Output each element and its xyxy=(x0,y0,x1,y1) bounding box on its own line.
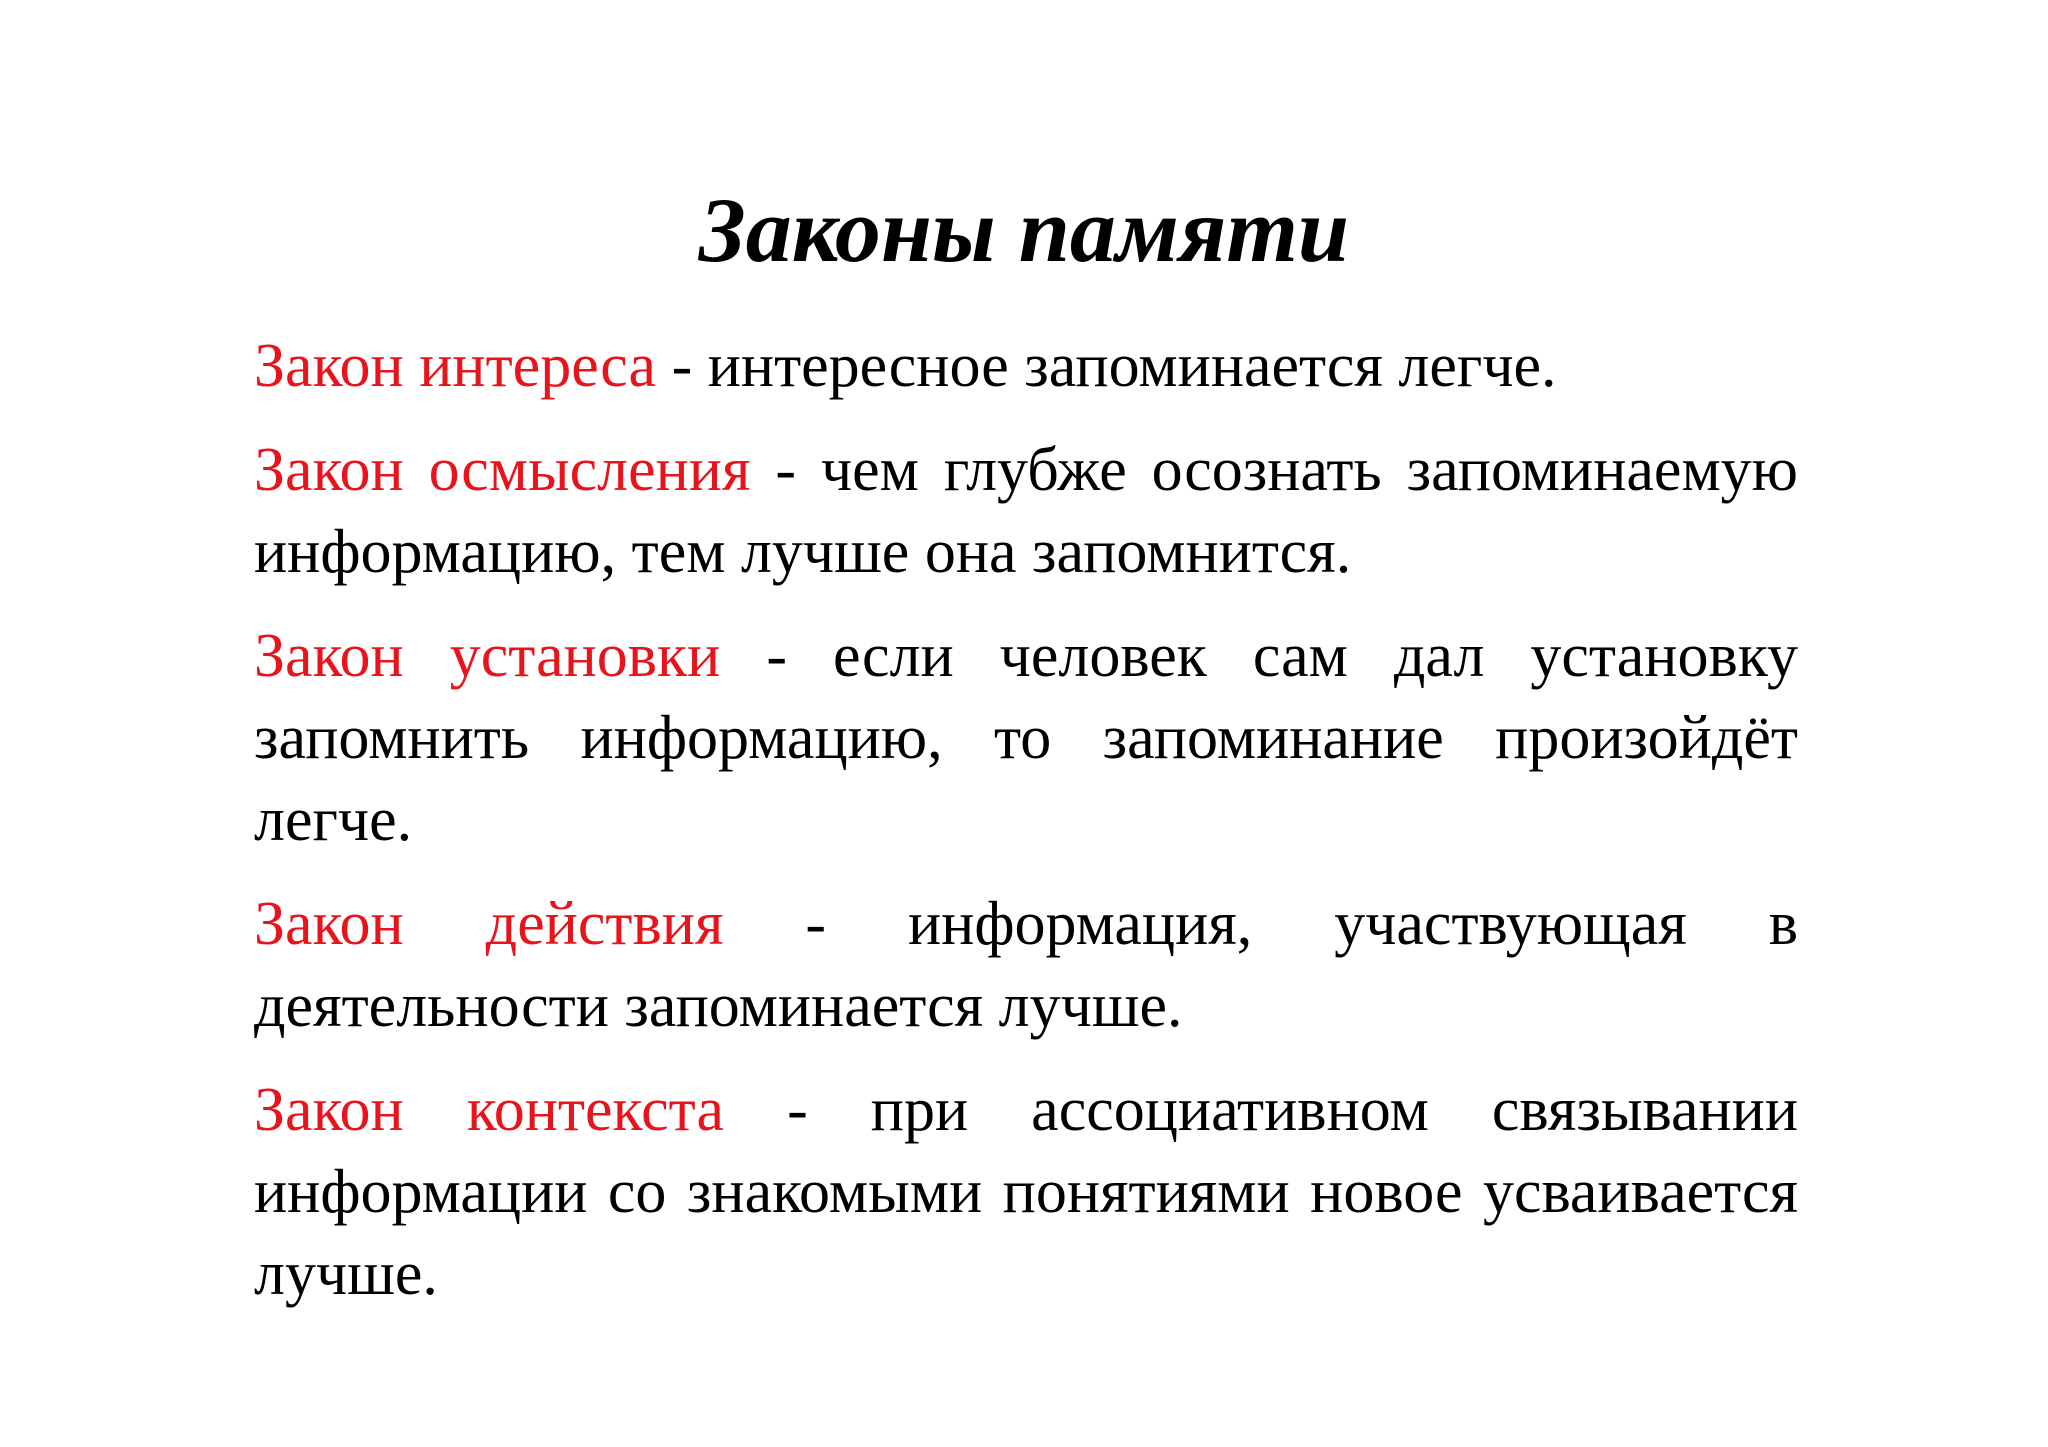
law-item-setting xyxy=(254,615,1798,861)
law-item-action xyxy=(254,883,1798,1047)
law-description: - если человек сам дал установку запомнить информацию, то запоминание произойдёт легче. xyxy=(254,622,1798,854)
law-description: - при ассоциативном связывании информации со знакомыми понятиями новое усваивается лучше. xyxy=(254,1076,1799,1308)
law-item-interest xyxy=(254,325,1798,407)
law-name: Закон осмысления xyxy=(254,436,751,504)
law-item-context xyxy=(254,1069,1798,1315)
page-title: Законы памяти xyxy=(698,179,1350,281)
law-item-comprehension xyxy=(254,429,1798,593)
law-description: - чем глубже осознать запоминаемую информацию, тем лучше она запомнится. xyxy=(254,436,1798,586)
law-name: Закон установки xyxy=(254,622,721,690)
laws-list xyxy=(254,325,1798,1337)
law-name: Закон контекста xyxy=(254,1076,725,1144)
law-description: - интересное запоминается легче. xyxy=(656,332,1557,400)
law-name: Закон интереса xyxy=(254,332,657,400)
law-name: Закон действия xyxy=(254,890,724,958)
law-description: - информация, участвующая в деятельности запоминается лучше. xyxy=(254,890,1798,1040)
